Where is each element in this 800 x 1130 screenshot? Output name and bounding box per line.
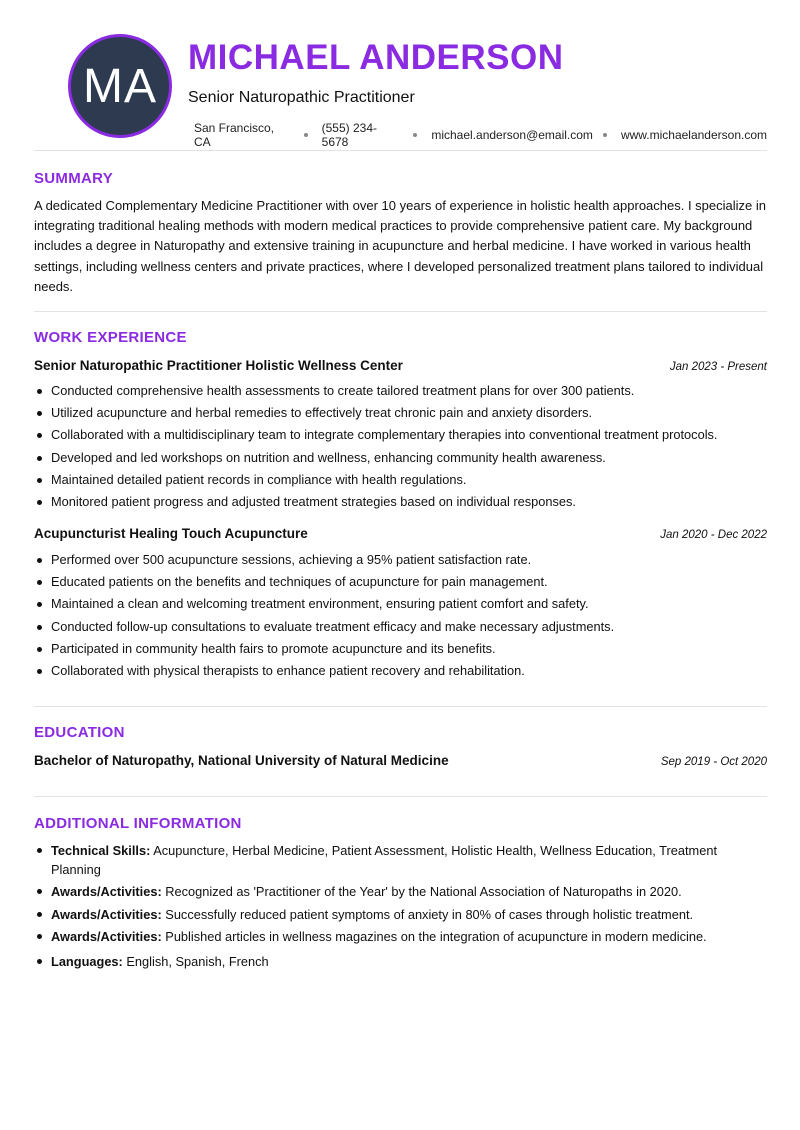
location-text: San Francisco, CA	[194, 121, 275, 149]
list-item	[34, 927, 767, 946]
info-text: Published articles in wellness magazines on the integration of acupuncture in modern medicine.	[165, 928, 707, 944]
summary-text: A dedicated Complementary Medicine Practitioner with over 10 years of experience in holistic health approaches. I specialize in integrating traditional healing methods with modern medical practices to provide comprehensive patient care. My background includes a degree in Naturopathy and extensive training in acupuncture and herbal medicine. I have worked in various health settings, including wellness centers and private practices, where I developed personalized treatment plans tailored to individual needs.	[34, 198, 766, 294]
info-label: Awards/Activities:	[51, 884, 162, 900]
degree-title: Bachelor of Naturopathy, National University of Natural Medicine	[34, 753, 449, 768]
education-header	[34, 753, 767, 768]
list-item: Conducted comprehensive health assessments to create tailored treatment plans for over 300 patients.	[34, 380, 767, 402]
list-item: Developed and led workshops on nutrition and wellness, enhancing community health awareness.	[34, 447, 767, 469]
info-label: Awards/Activities:	[51, 906, 162, 922]
list-item: Collaborated with physical therapists to enhance patient recovery and rehabilitation.	[34, 660, 767, 682]
list-item: Maintained a clean and welcoming treatment environment, ensuring patient comfort and safety.	[34, 593, 767, 615]
candidate-name: MICHAEL ANDERSON	[188, 38, 564, 77]
info-label: Technical Skills:	[51, 843, 151, 858]
job-header	[34, 358, 767, 373]
divider	[34, 796, 767, 797]
job-title: Acupuncturist Healing Touch Acupuncture	[34, 526, 308, 541]
phone-text: (555) 234-5678	[321, 121, 378, 149]
candidate-role: Senior Naturopathic Practitioner	[188, 89, 415, 106]
email-text[interactable]: michael.anderson@email.com	[431, 128, 593, 142]
separator-dot-icon	[603, 133, 607, 137]
section-title-education: EDUCATION	[34, 724, 125, 741]
job-date: Jan 2020 - Dec 2022	[660, 529, 767, 541]
info-text: English, Spanish, French	[126, 953, 269, 969]
divider	[34, 150, 767, 151]
list-item	[34, 882, 767, 901]
list-item: Utilized acupuncture and herbal remedies to effectively treat chronic pain and anxiety disorders.	[34, 402, 767, 424]
section-title-additional: ADDITIONAL INFORMATION	[34, 815, 242, 832]
job-bullets	[34, 380, 767, 513]
additional-info-list	[34, 841, 767, 974]
info-text: Acupuncture, Herbal Medicine, Patient Assessment, Holistic Health, Wellness Education, Treatment Planning	[51, 843, 718, 877]
list-item: Participated in community health fairs to promote acupuncture and its benefits.	[34, 638, 767, 660]
list-item	[34, 952, 767, 971]
separator-dot-icon	[413, 133, 417, 137]
list-item: Educated patients on the benefits and techniques of acupuncture for pain management.	[34, 571, 767, 593]
info-text: Recognized as 'Practitioner of the Year' by the National Association of Naturopaths in 2020.	[165, 884, 682, 900]
divider	[34, 311, 767, 312]
contact-location	[194, 121, 322, 149]
list-item: Monitored patient progress and adjusted treatment strategies based on individual responses.	[34, 491, 767, 513]
job-title: Senior Naturopathic Practitioner Holistic Wellness Center	[34, 358, 403, 373]
job-bullets	[34, 549, 767, 682]
list-item: Performed over 500 acupuncture sessions, achieving a 95% patient satisfaction rate.	[34, 549, 767, 571]
divider	[34, 706, 767, 707]
section-title-summary: SUMMARY	[34, 170, 114, 187]
education-date: Sep 2019 - Oct 2020	[660, 756, 767, 768]
contact-phone	[322, 121, 432, 149]
contact-website[interactable]	[621, 128, 767, 142]
list-item: Conducted follow-up consultations to evaluate treatment efficacy and make necessary adjustments.	[34, 616, 767, 638]
section-title-experience: WORK EXPERIENCE	[34, 329, 187, 346]
avatar-initials: MA	[83, 59, 157, 113]
job-header	[34, 526, 767, 541]
job-date: Jan 2023 - Present	[669, 361, 767, 373]
info-label: Awards/Activities:	[51, 928, 162, 944]
resume-header	[34, 0, 767, 150]
website-text[interactable]: www.michaelanderson.com	[620, 128, 767, 142]
list-item: Collaborated with a multidisciplinary team to integrate complementary therapies into conventional treatment protocols.	[34, 424, 767, 446]
info-label: Languages:	[51, 953, 123, 969]
contact-email[interactable]	[431, 128, 621, 142]
list-item: Maintained detailed patient records in compliance with health regulations.	[34, 469, 767, 491]
info-text: Successfully reduced patient symptoms of anxiety in 80% of cases through holistic treatment.	[165, 906, 694, 922]
separator-dot-icon	[304, 133, 308, 137]
contact-bar	[194, 121, 767, 149]
list-item	[34, 905, 767, 924]
list-item	[34, 841, 767, 879]
avatar	[68, 34, 172, 138]
